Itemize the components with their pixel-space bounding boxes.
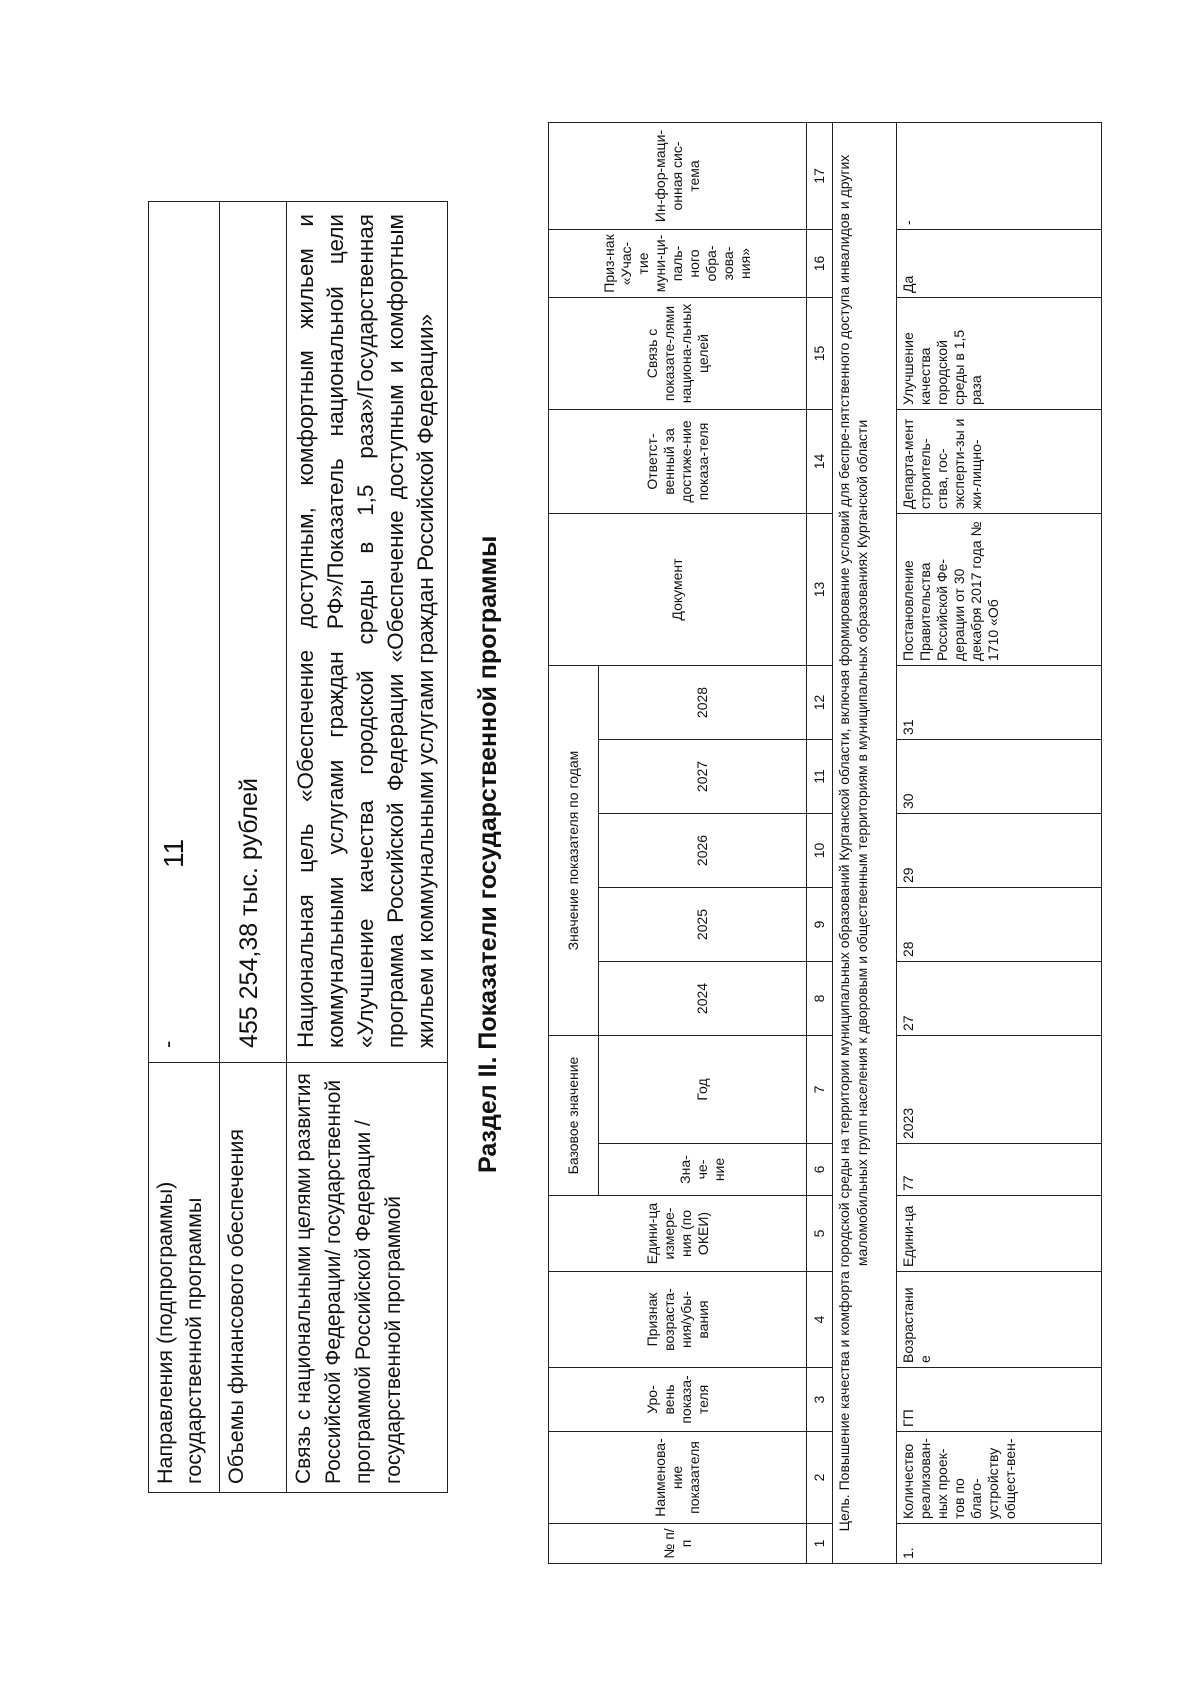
col-number: 6	[807, 1143, 833, 1195]
info-row	[287, 202, 447, 1492]
row-sign: Возрастани е	[897, 1271, 1101, 1367]
col-number: 11	[807, 739, 833, 813]
info-row	[149, 202, 220, 1492]
row-value-2025: 28	[897, 887, 1101, 961]
header-num: № п/п	[549, 1523, 807, 1563]
header-unit: Едини-ца измере-ния (по ОКЕИ)	[549, 1195, 807, 1271]
col-number: 5	[807, 1195, 833, 1271]
info-value: -	[155, 1040, 180, 1048]
goal-text: Цель. Повышение качества и комфорта городской среды на территории муниципальных образований Курганской области, включая формирование условий для беспре-пятственного доступа инвалидов и других маломобильных групп населения к дворовым и общественным территориям в муниципальных образованиях Курганской области	[833, 123, 897, 1563]
info-label: Объемы финансового обеспечения	[220, 1062, 286, 1492]
col-number: 9	[807, 887, 833, 961]
col-number: 1	[807, 1523, 833, 1563]
header-year: 2027	[599, 739, 807, 813]
row-value-2026: 29	[897, 813, 1101, 887]
row-info-system: -	[900, 220, 916, 225]
info-row	[220, 202, 287, 1492]
col-number: 12	[807, 665, 833, 739]
header-responsible: Ответст-венный за достиже-ние показа-теля	[549, 409, 807, 513]
row-level: ГП	[897, 1367, 1101, 1431]
header-years-group: Значение показателя по годам	[549, 665, 599, 1035]
row-base-value: 77	[897, 1143, 1101, 1195]
info-label: Связь с национальными целями развития Российской Федерации/ государственной программой Российской Федерации /государственной программой	[287, 1062, 447, 1492]
header-year: 2024	[599, 961, 807, 1035]
col-number: 17	[807, 123, 833, 229]
info-value: 455 254,38 тыс. рублей	[235, 778, 263, 1048]
indicators-table	[548, 122, 1102, 1564]
header-year: 2025	[599, 887, 807, 961]
row-document: Постановление Правительства Российской Фе-дерации от 30 декабря 2017 года № 1710 «Об	[897, 513, 1101, 665]
col-number: 10	[807, 813, 833, 887]
col-number: 8	[807, 961, 833, 1035]
header-sign: Признак возраста-ния/убы-вания	[549, 1271, 807, 1367]
col-number: 2	[807, 1431, 833, 1523]
header-base-value: Зна-че-ние	[599, 1143, 807, 1195]
row-value-2028: 31	[897, 665, 1101, 739]
header-level: Уро-вень показа-теля	[549, 1367, 807, 1431]
col-number: 7	[807, 1035, 833, 1143]
info-table	[148, 201, 448, 1493]
info-value: Национальная цель «Обеспечение доступным, комфортным жильем и коммунальными услугами граждан РФ»/Показатель национальной цели «Улучшение качества городской среды в 1,5 раза»/Государственная программа Российской Федерации «Обеспечение доступным и комфортным жильем и коммунальными услугами граждан Российской Федерации»	[293, 214, 438, 1048]
row-base-year: 2023	[897, 1035, 1101, 1143]
col-number: 14	[807, 409, 833, 513]
row-value-2027: 30	[897, 739, 1101, 813]
section-title: Раздел II. Показатели государственной программы	[474, 535, 502, 1173]
row-municipal: Да	[897, 229, 1101, 297]
row-name: Количество реализован-ных проек-тов по благо-устройству общест-вен-	[897, 1431, 1101, 1523]
col-number: 13	[807, 513, 833, 665]
header-base-year: Год	[599, 1035, 807, 1143]
col-number: 16	[807, 229, 833, 297]
header-info-system: Ин-фор-маци-онная сис-тема	[549, 123, 807, 229]
row-unit: Едини-ца	[897, 1195, 1101, 1271]
header-name: Наименова-ние показателя	[549, 1431, 807, 1523]
header-document: Документ	[549, 513, 807, 665]
header-base-group: Базовое значение	[549, 1035, 599, 1195]
header-link: Связь с показате-лями национа-льных целей	[549, 297, 807, 409]
row-responsible: Департа-мент строитель-ства, гос-эксперти-зы и жи-лищно-	[897, 409, 1101, 513]
row-num: 1.	[897, 1523, 1101, 1563]
header-year: 2028	[599, 665, 807, 739]
col-number: 4	[807, 1271, 833, 1367]
col-number: 3	[807, 1367, 833, 1431]
page-number: 11	[158, 838, 189, 868]
row-link: Улучшение качества городской среды в 1,5 раза	[897, 297, 1101, 409]
header-year: 2026	[599, 813, 807, 887]
info-label: Направления (подпрограммы) государственной программы	[149, 1062, 219, 1492]
col-number: 15	[807, 297, 833, 409]
header-municipal: Приз-нак «Учас-тие муни-ци-паль-ного обра-зова-ния»	[549, 229, 807, 297]
row-value-2024: 27	[897, 961, 1101, 1035]
